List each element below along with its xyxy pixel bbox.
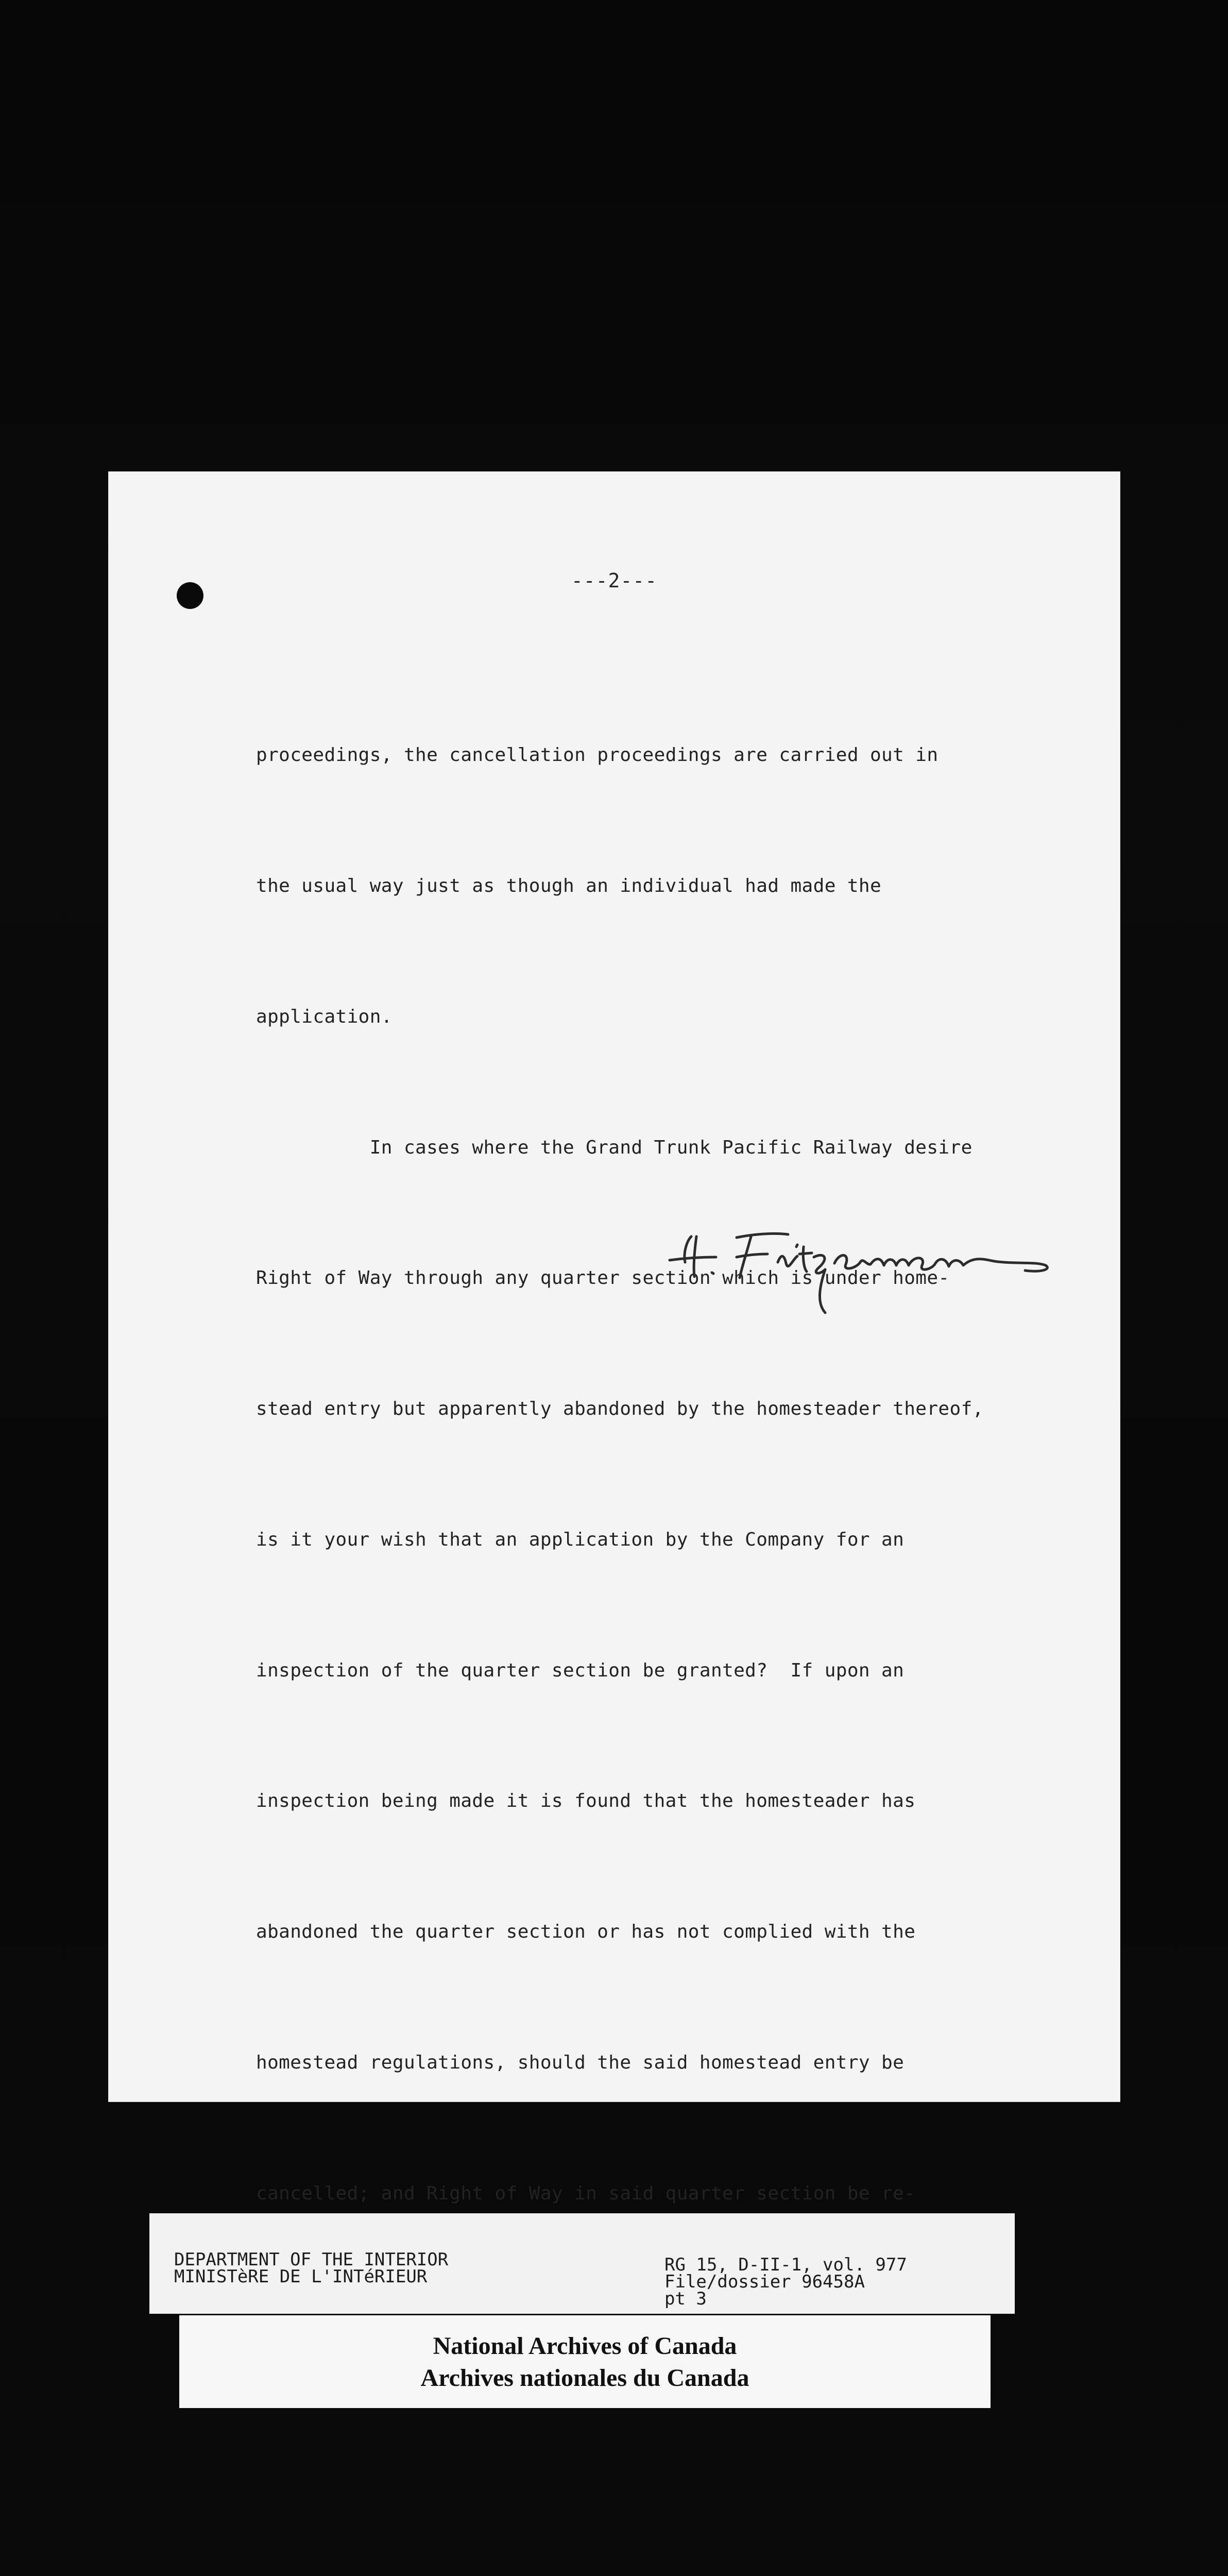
department-english: DEPARTMENT OF THE INTERIOR [174, 2249, 449, 2270]
body-line: inspection being made it is found that the homesteader has [256, 1790, 916, 1812]
handwritten-signature [664, 1216, 1066, 1319]
body-line: application. [256, 1006, 393, 1027]
body-line: is it your wish that an application by the Company for an [256, 1529, 905, 1550]
reference-part: pt 3 [664, 2289, 707, 2309]
department-french: MINISTèRE DE L'INTéRIEUR [174, 2266, 428, 2287]
archives-label [179, 2315, 991, 2408]
archive-reference [664, 2257, 907, 2308]
body-line: the usual way just as though an individual had made the [256, 875, 882, 896]
body-line: Right of Way through any quarter section which is under home- [256, 1267, 950, 1289]
letter-body [256, 647, 1142, 2433]
reference-fonds: RG 15, D-II-1, vol. 977 [664, 2255, 907, 2275]
body-line: inspection of the quarter section be granted? If upon an [256, 1659, 905, 1681]
archive-reference-label [149, 2213, 1015, 2314]
body-line: homestead regulations, should the said homestead entry be [256, 2052, 905, 2073]
body-line: proceedings, the cancellation proceedings are carried out in [256, 744, 939, 766]
department-names [174, 2251, 448, 2285]
body-line: cancelled; and Right of Way in said quarter section be re- [256, 2182, 916, 2204]
body-line: In cases where the Grand Trunk Pacific Railway desire [256, 1137, 973, 1158]
reference-file: File/dossier 96458A [664, 2272, 865, 2292]
body-line: abandoned the quarter section or has not complied with the [256, 1921, 916, 1943]
archives-english: National Archives of Canada [433, 2332, 737, 2360]
page-number: ---2--- [571, 569, 658, 592]
body-line: stead entry but apparently abandoned by the homesteader thereof, [256, 1398, 984, 1420]
archives-french: Archives nationales du Canada [420, 2364, 749, 2392]
